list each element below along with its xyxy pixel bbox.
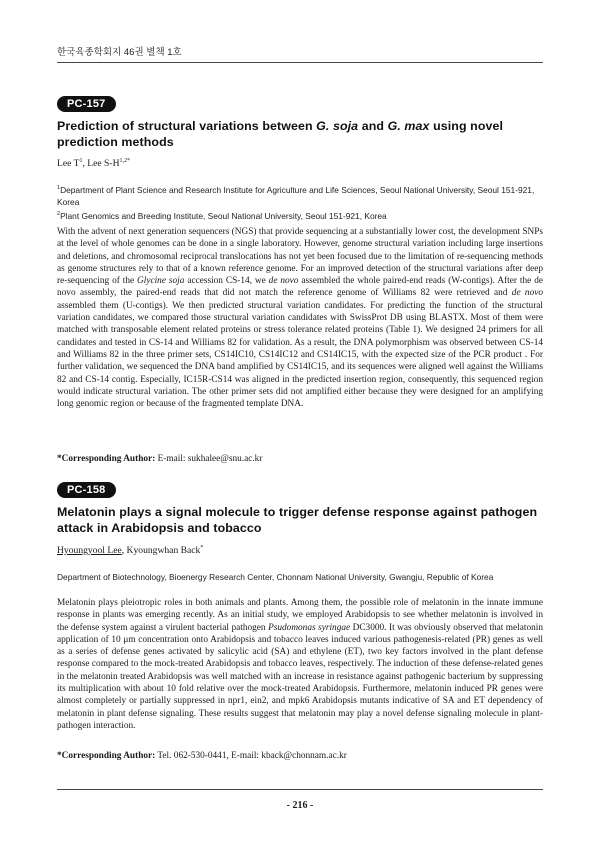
header-divider xyxy=(57,62,543,63)
abstract-pc-158 xyxy=(57,480,543,498)
abstract-body: With the advent of next generation sequencers (NGS) that provide sequencing at a substantially lower cost, the development SNPs at the level of whole genomes can be done in a single laboratory. However, genome structural variation including large insertions and deletions, and chromosomal reciprocal translocations has not yet been focused due to the limitation of re-sequencing methods as genome structures rely to that of a known reference genome. For an improved detection of the structural variations after deep re-sequencing of the Glycine soja accession CS-14, we de novo assembled the whole paired-end reads (W-contigs). After the de novo assembly, the paired-end reads that did not match the reference genome of Williams 82 were retrieved and de novo assembled them (U-contigs). We then predicted structural variation candidates. For predicting the function of the structural variation candidates, we compared those structural variation candidates with SwissProt DB using BLASTX. Most of them were matched with transposable element related proteins or stress tolerance related proteins (Table 1). We designed 24 primers for all candidates and tested in CS-14 and Williams 82 for validation. As a result, the DNA polymorphism was observed between CS-14 and Williams 82 in the three primer sets, CS14IC10, CS14IC12 and CS14IC15, with the expected size of the PCR product . For further validation, we sequenced the DNA band amplified by CS14IC15, and its sequences were aligned well against the Williams 82 and CS-14 contig. Especially, IC15R-CS14 was aligned in the predicted insertion region, consequently, this sequenced region would indicate structural variation. The other primer sets did not amplified either because they were designed for an amplifying long genomic region or because of the fragmented template DNA. xyxy=(57,227,543,410)
page-number: - 216 - xyxy=(286,800,314,811)
body-block xyxy=(57,226,543,410)
corresponding-author xyxy=(57,454,543,464)
abstract-authors: Lee $T^1$, Lee $S-H^{1,2*}$ xyxy=(57,158,130,170)
abstract-code-badge: PC-158 xyxy=(57,482,116,498)
abstract-authors: Hyoungyool Lee, Kyoungwhan Back* xyxy=(57,545,204,557)
running-header: 한국육종학회지 46권 별책 1호 xyxy=(57,47,182,58)
abstract-affiliations: $^1$Department of Plant Science and Research Institute for Agriculture and Life Sciences, Seoul National University, Seoul 151-921, Korea $^2$Plant Genomics and Breeding Institute, Seoul National University, Seoul 151-921, Korea xyxy=(57,184,535,221)
abstract-title-block xyxy=(57,504,543,536)
authors-block xyxy=(57,545,543,556)
abstract-pc-157 xyxy=(57,94,543,112)
corresponding-label: *Corresponding Author: xyxy=(57,751,156,761)
affiliations-block xyxy=(57,571,543,583)
abstract-title-block xyxy=(57,118,543,150)
abstract-title: Prediction of structural variations between G. soja and G. max using novel prediction methods xyxy=(57,119,504,149)
abstract-code-badge: PC-157 xyxy=(57,96,116,112)
abstract-body: Melatonin plays pleiotropic roles in both animals and plants. Among them, the possible role of melatonin in the innate immune response in plants was emerging recently. As an initial study, we employed Arabidopsis to see whether melatonin is involved in the defense system against a virulent bacterial pathogen Psudomonas syringae DC3000. It was obviously observed that melatonin application of 10 μm concentration onto Arabidopsis and tobacco leaves induced various pathogenesis-related (PR) genes as well as a series of defense genes activated by salicylic acid (SA) and ethylene (ET), two key factors involved in the plant defense response compared to the mock-treated Arabidopsis and tobacco leaves, respectively. The induction of these defense-related genes in the melatonin treated Arabidopsis was well matched with an increase in resistance against pathogenic bacterium by suppressing its multiplication with about 10 fold relative over the mock-treated Arabidopsis. Furthermore, melatonin induced PR genes were almost completely or partially suppressed in npr1, ein2, and mpk6 Arabidopsis mutants indicative of SA and ET dependency of melatonin in plant defense signaling. These results suggest that melatonin may play a novel defense signaling molecule in plant-pathogen interaction. xyxy=(57,598,543,731)
body-block xyxy=(57,597,543,732)
corresponding-label: *Corresponding Author: xyxy=(57,454,156,464)
affiliations-block xyxy=(57,182,543,222)
authors-block xyxy=(57,158,543,169)
corresponding-author xyxy=(57,751,543,761)
footer-divider xyxy=(57,789,543,790)
corresponding-contact: Tel. 062-530-0441, E-mail: kback@chonnam.ac.kr xyxy=(157,751,347,761)
corresponding-block xyxy=(57,751,543,761)
corresponding-contact: E-mail: sukhalee@snu.ac.kr xyxy=(157,454,263,464)
corresponding-block xyxy=(57,454,543,464)
abstract-title: Melatonin plays a signal molecule to trigger defense response against pathogen attack in Arabidopsis and tobacco xyxy=(57,505,538,535)
abstract-affiliations: Department of Biotechnology, Bioenergy Research Center, Chonnam National University, Gwangju, Republic of Korea xyxy=(57,572,494,582)
